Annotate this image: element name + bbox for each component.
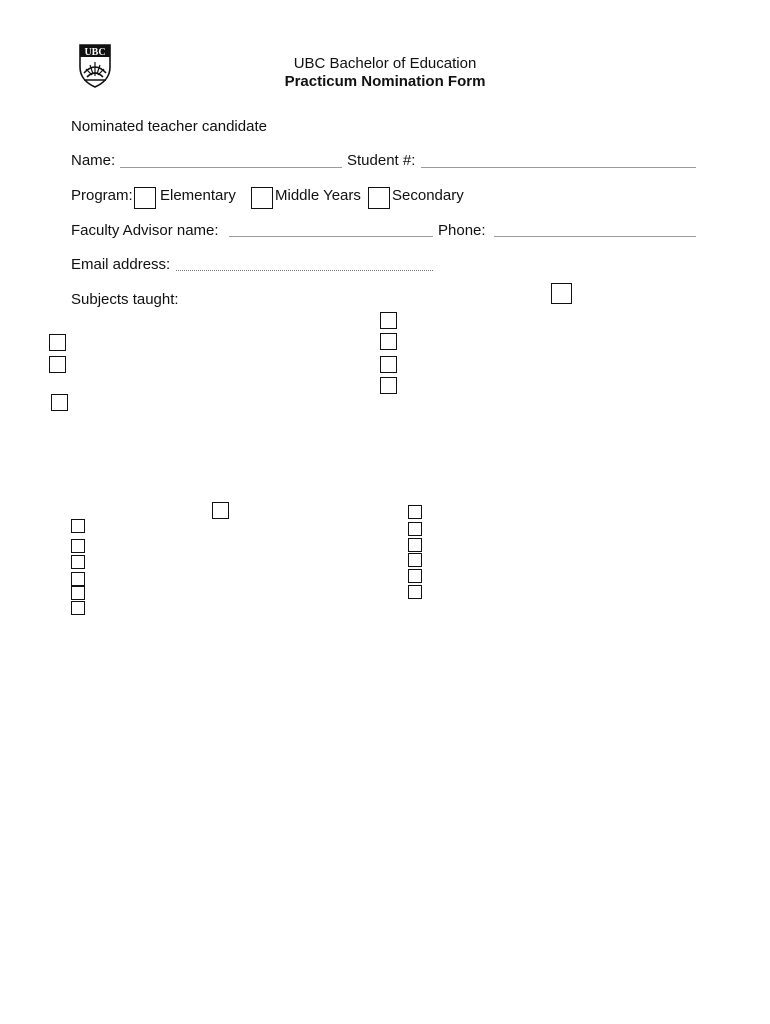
checkbox[interactable] [408, 585, 422, 599]
form-subtitle: Practicum Nomination Form [284, 73, 486, 90]
program-elementary-checkbox[interactable] [134, 187, 156, 209]
checkbox[interactable] [408, 569, 422, 583]
checkbox[interactable] [380, 312, 397, 329]
checkbox[interactable] [71, 601, 85, 615]
name-field[interactable] [120, 167, 342, 168]
checkbox[interactable] [380, 356, 397, 373]
program-middle-years-label: Middle Years [275, 187, 361, 204]
checkbox[interactable] [408, 553, 422, 567]
program-middle-years-checkbox[interactable] [251, 187, 273, 209]
checkbox[interactable] [71, 519, 85, 533]
checkbox[interactable] [51, 394, 68, 411]
checkbox[interactable] [71, 539, 85, 553]
checkbox[interactable] [380, 377, 397, 394]
checkbox[interactable] [380, 333, 397, 350]
program-elementary-label: Elementary [160, 187, 236, 204]
form-title: UBC Bachelor of Education [293, 55, 477, 72]
checkbox[interactable] [71, 586, 85, 600]
email-label: Email address: [71, 256, 171, 273]
phone-label: Phone: [438, 222, 486, 239]
checkbox[interactable] [71, 555, 85, 569]
program-secondary-label: Secondary [392, 187, 464, 204]
student-number-label: Student #: [347, 152, 416, 169]
ubc-logo [78, 43, 112, 88]
faculty-advisor-label: Faculty Advisor name: [71, 222, 219, 239]
faculty-advisor-field[interactable] [229, 236, 433, 237]
program-label: Program: [71, 187, 133, 204]
checkbox[interactable] [49, 334, 66, 351]
checkbox[interactable] [408, 522, 422, 536]
svg-text:UBC: UBC [84, 47, 106, 58]
program-secondary-checkbox[interactable] [368, 187, 390, 209]
name-label: Name: [71, 152, 116, 169]
checkbox[interactable] [71, 572, 85, 586]
student-number-field[interactable] [421, 167, 696, 168]
email-field[interactable] [176, 270, 433, 271]
subjects-label: Subjects taught: [71, 291, 179, 308]
checkbox[interactable] [212, 502, 229, 519]
checkbox[interactable] [551, 283, 572, 304]
section-label: Nominated teacher candidate [71, 118, 267, 135]
checkbox[interactable] [408, 505, 422, 519]
checkbox[interactable] [408, 538, 422, 552]
phone-field[interactable] [494, 236, 696, 237]
checkbox[interactable] [49, 356, 66, 373]
